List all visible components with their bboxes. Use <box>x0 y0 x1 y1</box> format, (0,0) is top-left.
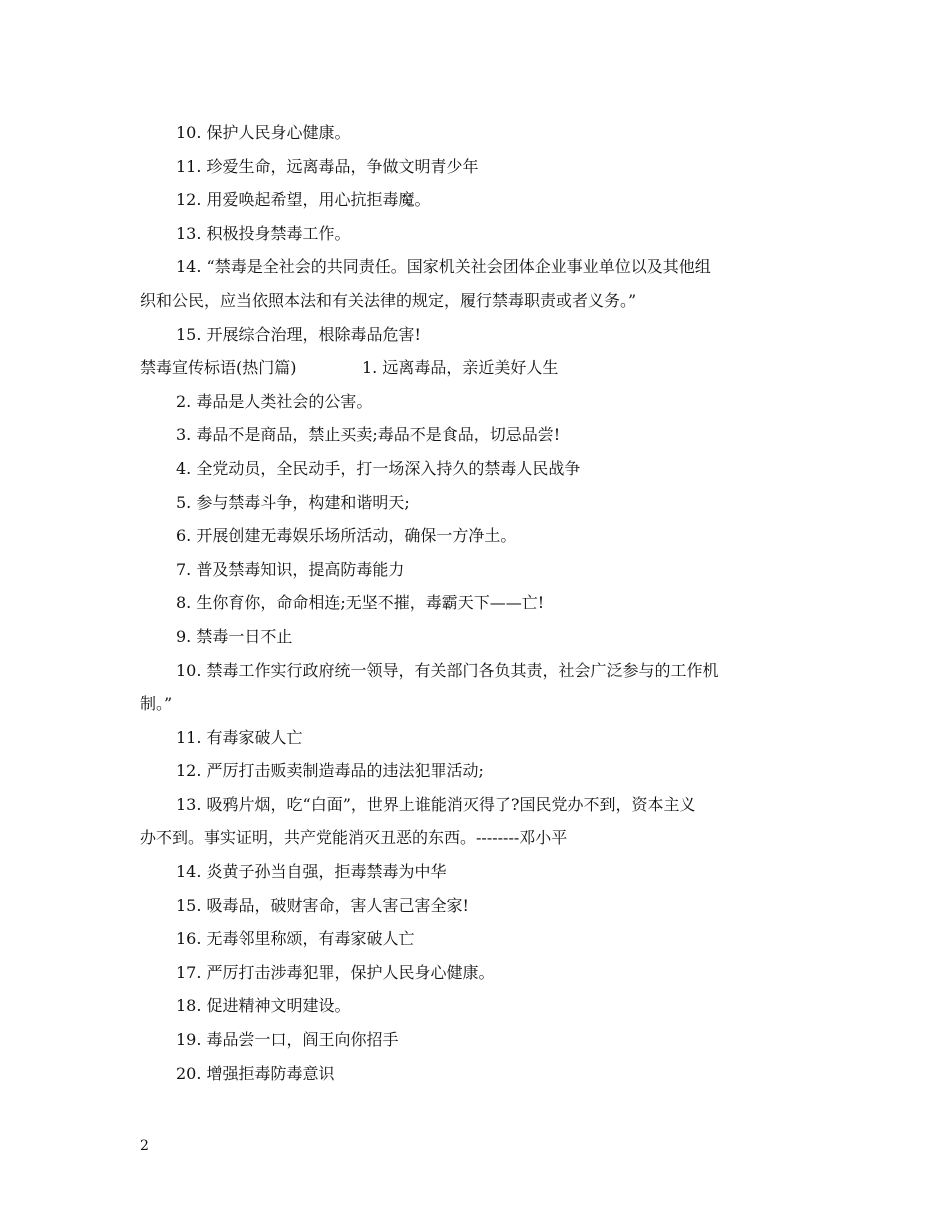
slogan-line: 17. 严厉打击涉毒犯罪，保护人民身心健康。 <box>176 962 495 982</box>
slogan-line: 2. 毒品是人类社会的公害。 <box>176 391 373 411</box>
slogan-line: 10. 保护人民身心健康。 <box>176 123 351 142</box>
slogan-line: 10. 禁毒工作实行政府统一领导，有关部门各负其责，社会广泛参与的工作机 <box>176 660 719 680</box>
slogan-line: 1. 远离毒品，亲近美好人生 <box>362 358 559 378</box>
slogan-line: 11. 珍爱生命，远离毒品，争做文明青少年 <box>176 156 479 176</box>
section-title: 禁毒宣传标语(热门篇) <box>140 358 297 378</box>
slogan-line: 6. 开展创建无毒娱乐场所活动，确保一方净土。 <box>176 526 517 546</box>
page-number: 2 <box>140 1138 149 1154</box>
slogan-line: 15. 开展综合治理，根除毒品危害! <box>176 324 421 344</box>
slogan-line: 19. 毒品尝一口，阎王向你招手 <box>176 1030 399 1050</box>
slogan-line: 13. 吸鸦片烟，吃“白面”，世界上谁能消灭得了?国民党办不到，资本主义 <box>176 794 696 814</box>
slogan-line: 14. “禁毒是全社会的共同责任。国家机关社会团体企业事业单位以及其他组 <box>176 257 711 277</box>
slogan-list-popular <box>140 385 812 1090</box>
document-body <box>140 116 812 1090</box>
slogan-line: 11. 有毒家破人亡 <box>176 727 303 747</box>
slogan-line: 4. 全党动员，全民动手，打一场深入持久的禁毒人民战争 <box>176 458 581 478</box>
slogan-line: 18. 促进精神文明建设。 <box>176 996 351 1016</box>
slogan-line: 16. 无毒邻里称颂，有毒家破人亡 <box>176 929 415 949</box>
slogan-line: 12. 用爱唤起希望，用心抗拒毒魔。 <box>176 190 431 210</box>
slogan-line: 办不到。事实证明，共产党能消灭丑恶的东西。--------邓小平 <box>140 828 568 848</box>
slogan-list-continued <box>140 116 812 351</box>
slogan-line: 15. 吸毒品，破财害命，害人害己害全家! <box>176 895 469 915</box>
slogan-line: 9. 禁毒一日不止 <box>176 626 293 646</box>
slogan-line: 20. 增强拒毒防毒意识 <box>176 1063 335 1083</box>
slogan-line: 制。” <box>140 694 173 714</box>
slogan-line: 14. 炎黄子孙当自强，拒毒禁毒为中华 <box>176 862 447 882</box>
slogan-line: 7. 普及禁毒知识，提高防毒能力 <box>176 559 405 579</box>
section-heading-line <box>140 351 812 385</box>
slogan-line: 5. 参与禁毒斗争，构建和谐明天; <box>176 492 410 512</box>
slogan-line: 3. 毒品不是商品，禁止买卖;毒品不是食品，切忌品尝! <box>176 425 561 445</box>
slogan-line: 12. 严厉打击贩卖制造毒品的违法犯罪活动; <box>176 761 484 781</box>
slogan-line: 13. 积极投身禁毒工作。 <box>176 223 351 243</box>
slogan-line: 8. 生你育你，命命相连;无坚不摧，毒霸天下——亡! <box>176 593 545 613</box>
slogan-line: 织和公民，应当依照本法和有关法律的规定，履行禁毒职责或者义务。” <box>140 290 637 310</box>
